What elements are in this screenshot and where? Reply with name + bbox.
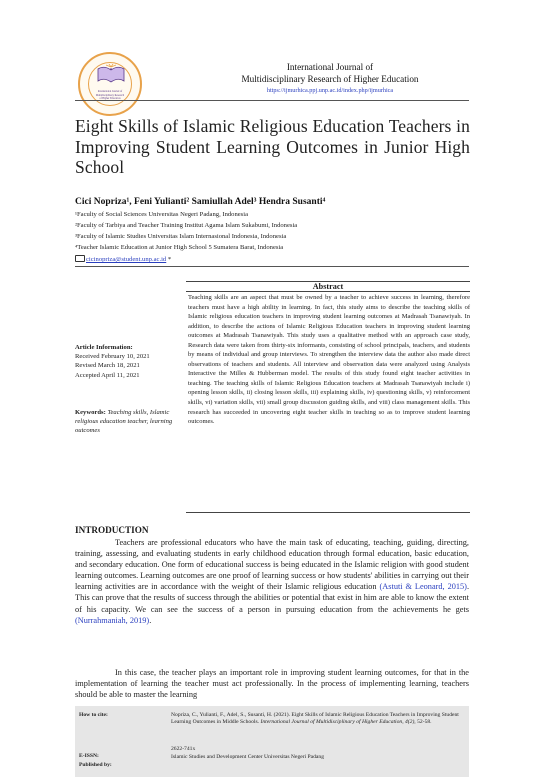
citation-astuti[interactable]: (Astuti & Leonard, 2015) <box>379 582 467 592</box>
journal-name-line2: Multidisciplinary Research of Higher Education <box>241 74 419 84</box>
corresponding-email <box>75 255 171 263</box>
revised-date: Revised March 18, 2021 <box>75 362 140 370</box>
open-book-icon <box>96 64 126 86</box>
accepted-date: Accepted April 11, 2021 <box>75 371 140 379</box>
article-info-heading: Article Information: <box>75 344 133 351</box>
p1-text-a: Teachers are professional educators who have the main task of educating, teaching, guiding, directing, training, assessing, and evaluating students in early childhood education through formal education, basic education, and secondary education. One form of educational success is being educated in the Islamic religion with good student learning outcomes. Learning outcomes are one proof of learning success or how students' abilities in carrying out their learning activities are in accordance with the weight of their Islamic religious education <box>75 538 469 592</box>
email-link[interactable]: cicinopriza@student.unp.ac.id <box>86 256 167 263</box>
introduction-heading: INTRODUCTION <box>75 525 149 535</box>
keywords-block <box>75 408 185 436</box>
abstract-text: Teaching skills are an aspect that must be owned by a teacher to achieve success in learning, therefore teachers must have a high ability in learning. In fact, this study aims to describe the teaching skills of Islamic religious education teachers in improving student learning outcomes at Madrasah Tsanawiyah. In addition, to describe the actions of Islamic Religious Education teachers in improving student learning outcomes at Madrasah Tsanawiyah. This study uses a qualitative method with an approach case study, Research data were taken from thirty-six informants, consisting of school principals, teachers, and students by means of individual and group interviews. To strengthen the interview data the author also made direct observations of teachers and students. All interview and observation data were analyzed using Analysis Interactive the Milles & Hubberman model. The results of this study found eight teacher activities in teaching. The teaching skills of Islamic Religious Education teachers at Madrasah Tsanawiyah include i) opening lesson skills, ii) closing lesson skills, iii) explaining skills, iv) questioning skills, v) reinforcement skills, vi) variation skills, vii) small group discussion guiding skills, and viii) class management skills. This research has succeeded in uncovering eight teacher skills in teaching so as to improve student learning outcomes. <box>188 294 470 426</box>
eissn-value: 2622-741x <box>171 746 196 752</box>
email-asterisk: * <box>166 256 172 263</box>
affiliation-2: ²Faculty of Tarbiya and Teacher Training Institut Agama Islam Sukabumi, Indonesia <box>75 222 298 229</box>
p1-text-c: . <box>149 615 152 625</box>
author-list: Cici Nopriza¹, Feni Yulianti² Samiullah Adel³ Hendra Susanti⁴ <box>75 197 326 207</box>
how-to-cite-label: How to cite: <box>79 712 108 718</box>
affiliation-3: ³Faculty of Islamic Studies Universitas Islam Internasional Indonesia, Indonesia <box>75 233 287 240</box>
introduction-paragraph-2: In this case, the teacher plays an important role in improving student learning outcomes, for that in the implementation of learning the teacher must act professionally. In the process of implementing learning, teachers should be able to master the learning <box>75 668 469 700</box>
logo-text-3: of Higher Education <box>99 97 121 100</box>
journal-url-link[interactable]: https://ijmurhica.ppj.unp.ac.id/index.php/ijmurhica <box>266 87 394 94</box>
journal-name-line1: International Journal of <box>286 62 374 72</box>
introduction-paragraph-1 <box>75 537 469 626</box>
keywords-text: Teaching skills, Islamic religious education teacher, learning outcomes <box>75 409 173 435</box>
how-to-cite-value <box>171 712 466 726</box>
published-by-value: Islamic Studies and Development Center Universitas Negeri Padang <box>171 754 325 760</box>
article-information <box>75 343 185 380</box>
cite-journal: International Journal of Multidisciplinary of Higher Education, 4(2), <box>260 719 416 726</box>
paper-title: Eight Skills of Islamic Religious Education Teachers in Improving Student Learning Outcomes in Junior High School <box>75 116 470 177</box>
received-date: Received February 10, 2021 <box>75 353 150 361</box>
logo-text-2: Multidisciplinary Research <box>95 93 125 97</box>
eissn-label: E-ISSN: <box>79 753 99 759</box>
logo-text-1: International Journal of <box>97 90 123 93</box>
cite-text-b: 52-58. <box>415 719 432 726</box>
p1-text-b: . This can prove that the results of success through the abilities or potential that exist in him are able to know the extent of his capacity. We can see the success of a person in pursuing education from the achievements he gets <box>75 582 470 614</box>
cite-text-a: Nopriza, C., Yulianti, F., Adel, S., Susanti, H. (2021). Eight Skills of Islamic Religious Education Teachers in Improving Student Learning Outcomes in Middle Schools. <box>171 712 459 726</box>
citation-nurrahmaniah[interactable]: (Nurrahmaniah, 2019) <box>75 615 150 625</box>
affiliation-1: ¹Faculty of Social Sciences Universitas Negeri Padang, Indonesia <box>75 211 249 218</box>
header-rule <box>75 100 469 101</box>
citation-footer <box>75 706 469 777</box>
keywords-heading: Keywords: <box>75 409 106 416</box>
affiliation-4: ⁴Teacher Islamic Education at Junior High School 5 Sumatera Barat, Indonesia <box>75 244 284 251</box>
abstract-heading: Abstract <box>312 282 344 291</box>
abstract-bottom-rule <box>186 512 470 513</box>
published-by-label: Published by: <box>79 762 112 768</box>
journal-logo <box>78 52 142 116</box>
author-rule <box>75 266 469 267</box>
mail-icon <box>75 255 85 262</box>
